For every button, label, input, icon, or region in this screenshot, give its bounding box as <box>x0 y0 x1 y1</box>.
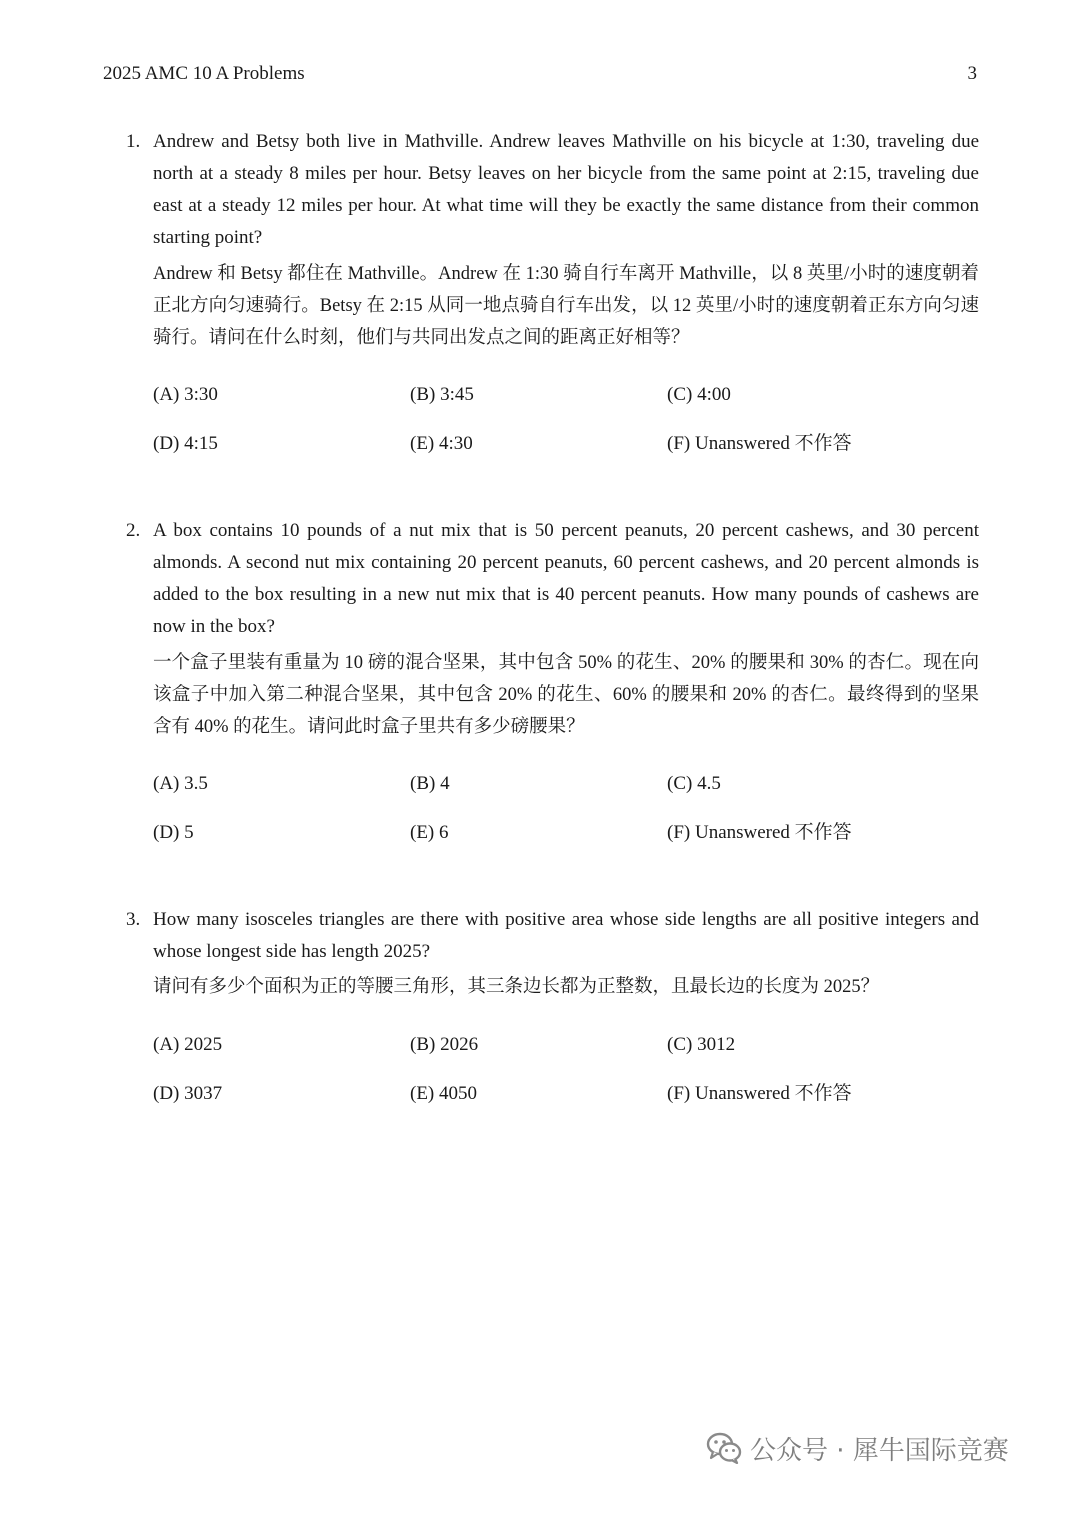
choice-d: (D) 5 <box>153 822 194 843</box>
problem-text-chinese: 请问有多少个面积为正的等腰三角形，其三条边长都为正整数，且最长边的长度为 2025？ <box>153 977 880 997</box>
wechat-icon <box>706 1432 742 1464</box>
problem-text-english: How many isosceles triangles are there with positive area whose side lengths are all positive integers and whose longest side has length 2025? <box>153 909 979 962</box>
watermark <box>706 1428 1009 1468</box>
problem-number: 1. <box>126 131 141 152</box>
problem-number: 3. <box>126 909 141 930</box>
problem-text-english: A box contains 10 pounds of a nut mix that is 50 percent peanuts, 20 percent cashews, and 30 percent almonds. A second nut mix containing 20 percent peanuts, 60 percent cashews, and 20 percent almonds is added to the box resulting in a new nut mix that is 40 percent peanuts. How many pounds of cashews are now in the box? <box>153 520 979 637</box>
watermark-text: 公众号 · 犀牛国际竞赛 <box>750 1435 1009 1466</box>
problem-text-chinese: 一个盒子里装有重量为 10 磅的混合坚果，其中包含 50% 的花生、20% 的腰果和 30% 的杏仁。现在向该盒子中加入第二种混合坚果，其中包含 20% 的花生、60% 的腰果和 20% 的杏仁。最终得到的坚果含有 40% 的花生。请问此时盒子里共有多少磅腰果？ <box>153 653 979 737</box>
choice-e: (E) 4050 <box>410 1083 478 1104</box>
choice-c: (C) 4:00 <box>667 384 731 405</box>
problem-number: 2. <box>126 520 141 541</box>
choice-f: (F) Unanswered 不作答 <box>667 822 852 843</box>
choice-d: (D) 3037 <box>153 1083 223 1104</box>
document-title: 2025 AMC 10 A Problems <box>103 63 305 84</box>
choice-c: (C) 4.5 <box>667 773 721 794</box>
choice-a: (A) 3:30 <box>153 384 218 405</box>
choice-b: (B) 4 <box>410 773 450 794</box>
choice-e: (E) 4:30 <box>410 433 473 454</box>
page-number: 3 <box>967 63 977 84</box>
choice-f: (F) Unanswered 不作答 <box>667 1083 852 1104</box>
problem-text-chinese: Andrew 和 Betsy 都住在 Mathville。Andrew 在 1:30 骑自行车离开 Mathville，以 8 英里/小时的速度朝着正北方向匀速骑行。Betsy 在 2:15 从同一地点骑自行车出发，以 12 英里/小时的速度朝着正东方向匀速骑行。请问在什么时刻，他们与共同出发点之间的距离正好相等？ <box>153 264 979 348</box>
problem-text-english: Andrew and Betsy both live in Mathville. Andrew leaves Mathville on his bicycle at 1:30, traveling due north at a steady 8 miles per hour. Betsy leaves on her bicycle from the same point at 2:15, traveling due east at a steady 12 miles per hour. At what time will they be exactly the same distance from their common starting point? <box>153 131 979 248</box>
choice-b: (B) 2026 <box>410 1034 479 1055</box>
page-header <box>103 60 977 88</box>
choice-d: (D) 4:15 <box>153 433 218 454</box>
choice-f: (F) Unanswered 不作答 <box>667 433 852 454</box>
choice-c: (C) 3012 <box>667 1034 736 1055</box>
choice-e: (E) 6 <box>410 822 449 843</box>
choice-a: (A) 3.5 <box>153 773 208 794</box>
choice-a: (A) 2025 <box>153 1034 223 1055</box>
choice-b: (B) 3:45 <box>410 384 474 405</box>
